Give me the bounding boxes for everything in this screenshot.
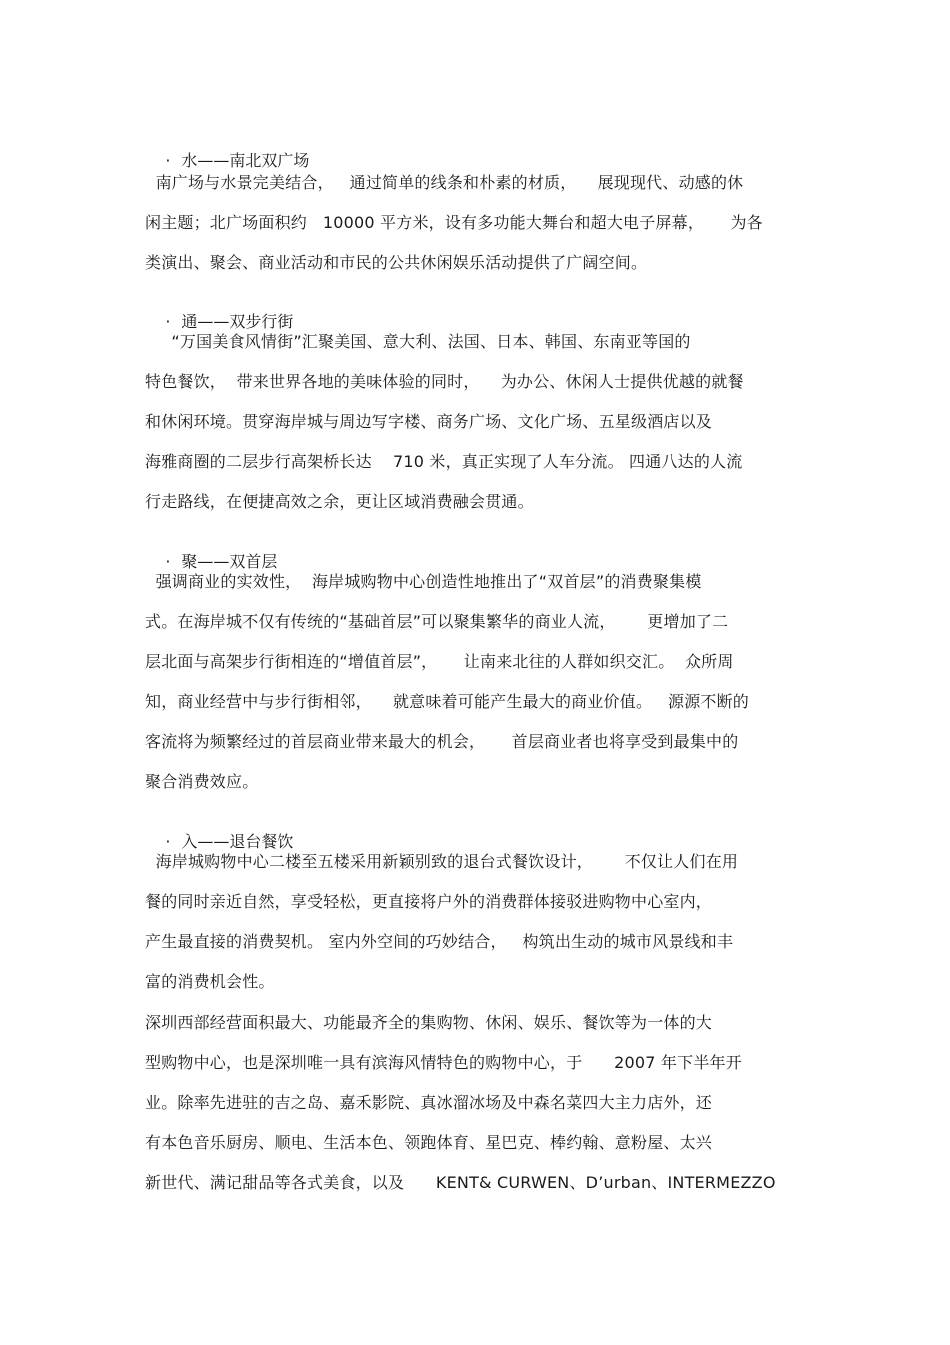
- paragraph-line: 型购物中心，也是深圳唯一具有滨海风情特色的购物中心，于 2007 年下半年开: [145, 1053, 742, 1072]
- paragraph-line: 富的消费机会性。: [145, 972, 275, 991]
- bullet-icon: ·: [165, 151, 171, 170]
- paragraph-line: 行走路线，在便捷高效之余，更让区域消费融会贯通。: [145, 492, 534, 511]
- paragraph-line: 餐的同时亲近自然，享受轻松，更直接将户外的消费群体接驳进购物中心室内，: [145, 892, 713, 911]
- paragraph-line: 有本色音乐厨房、顺电、生活本色、领跑体育、星巴克、棒约翰、意粉屋、太兴: [145, 1133, 713, 1152]
- paragraph-line: 南广场与水景完美结合， 通过简单的线条和朴素的材质， 展现现代、动感的休: [145, 173, 744, 192]
- paragraph-line: 类演出、聚会、商业活动和市民的公共休闲娱乐活动提供了广阔空间。: [145, 253, 648, 272]
- bullet-icon: ·: [165, 832, 171, 851]
- heading-text: 通——双步行街: [181, 312, 294, 331]
- paragraph-line: 海雅商圈的二层步行高架桥长达 710 米，真正实现了人车分流。 四通八达的人流: [145, 452, 743, 471]
- paragraph-line: 新世代、满记甜品等各式美食，以及 KENT& CURWEN、D’urban、INTERMEZZO: [145, 1173, 776, 1192]
- paragraph-line: 知，商业经营中与步行街相邻， 就意味着可能产生最大的商业价值。 源源不断的: [145, 692, 750, 711]
- paragraph-line: 特色餐饮， 带来世界各地的美味体验的同时， 为办公、休闲人士提供优越的就餐: [145, 372, 744, 391]
- paragraph-line: 闲主题；北广场面积约 10000 平方米，设有多功能大舞台和超大电子屏幕， 为各: [145, 213, 763, 232]
- paragraph-line: 强调商业的实效性， 海岸城购物中心创造性地推出了“双首层”的消费聚集模: [145, 572, 702, 591]
- paragraph-line: 客流将为频繁经过的首层商业带来最大的机会， 首层商业者也将享受到最集中的: [145, 732, 739, 751]
- paragraph-line: 聚合消费效应。: [145, 772, 259, 791]
- paragraph-line: 和休闲环境。贯穿海岸城与周边写字楼、商务广场、文化广场、五星级酒店以及: [145, 412, 713, 431]
- paragraph-line: 海岸城购物中心二楼至五楼采用新颖别致的退台式餐饮设计， 不仅让人们在用: [145, 852, 739, 871]
- paragraph-line: “万国美食风情街”汇聚美国、意大利、法国、日本、韩国、东南亚等国的: [145, 332, 691, 351]
- heading-text: 入——退台餐饮: [181, 832, 294, 851]
- paragraph-line: 式。在海岸城不仅有传统的“基础首层”可以聚集繁华的商业人流， 更增加了二: [145, 612, 729, 631]
- bullet-icon: ·: [165, 312, 171, 331]
- paragraph-line: 层北面与高架步行街相连的“增值首层”， 让南来北往的人群如织交汇。 众所周: [145, 652, 734, 671]
- heading-text: 聚——双首层: [181, 552, 278, 571]
- paragraph-line: 产生最直接的消费契机。 室内外空间的巧妙结合， 构筑出生动的城市风景线和丰: [145, 932, 734, 951]
- paragraph-line: 深圳西部经营面积最大、功能最齐全的集购物、休闲、娱乐、餐饮等为一体的大: [145, 1013, 713, 1032]
- paragraph-line: 业。除率先进驻的吉之岛、嘉禾影院、真冰溜冰场及中森名菜四大主力店外，还: [145, 1093, 713, 1112]
- heading-text: 水——南北双广场: [181, 151, 310, 170]
- bullet-icon: ·: [165, 552, 171, 571]
